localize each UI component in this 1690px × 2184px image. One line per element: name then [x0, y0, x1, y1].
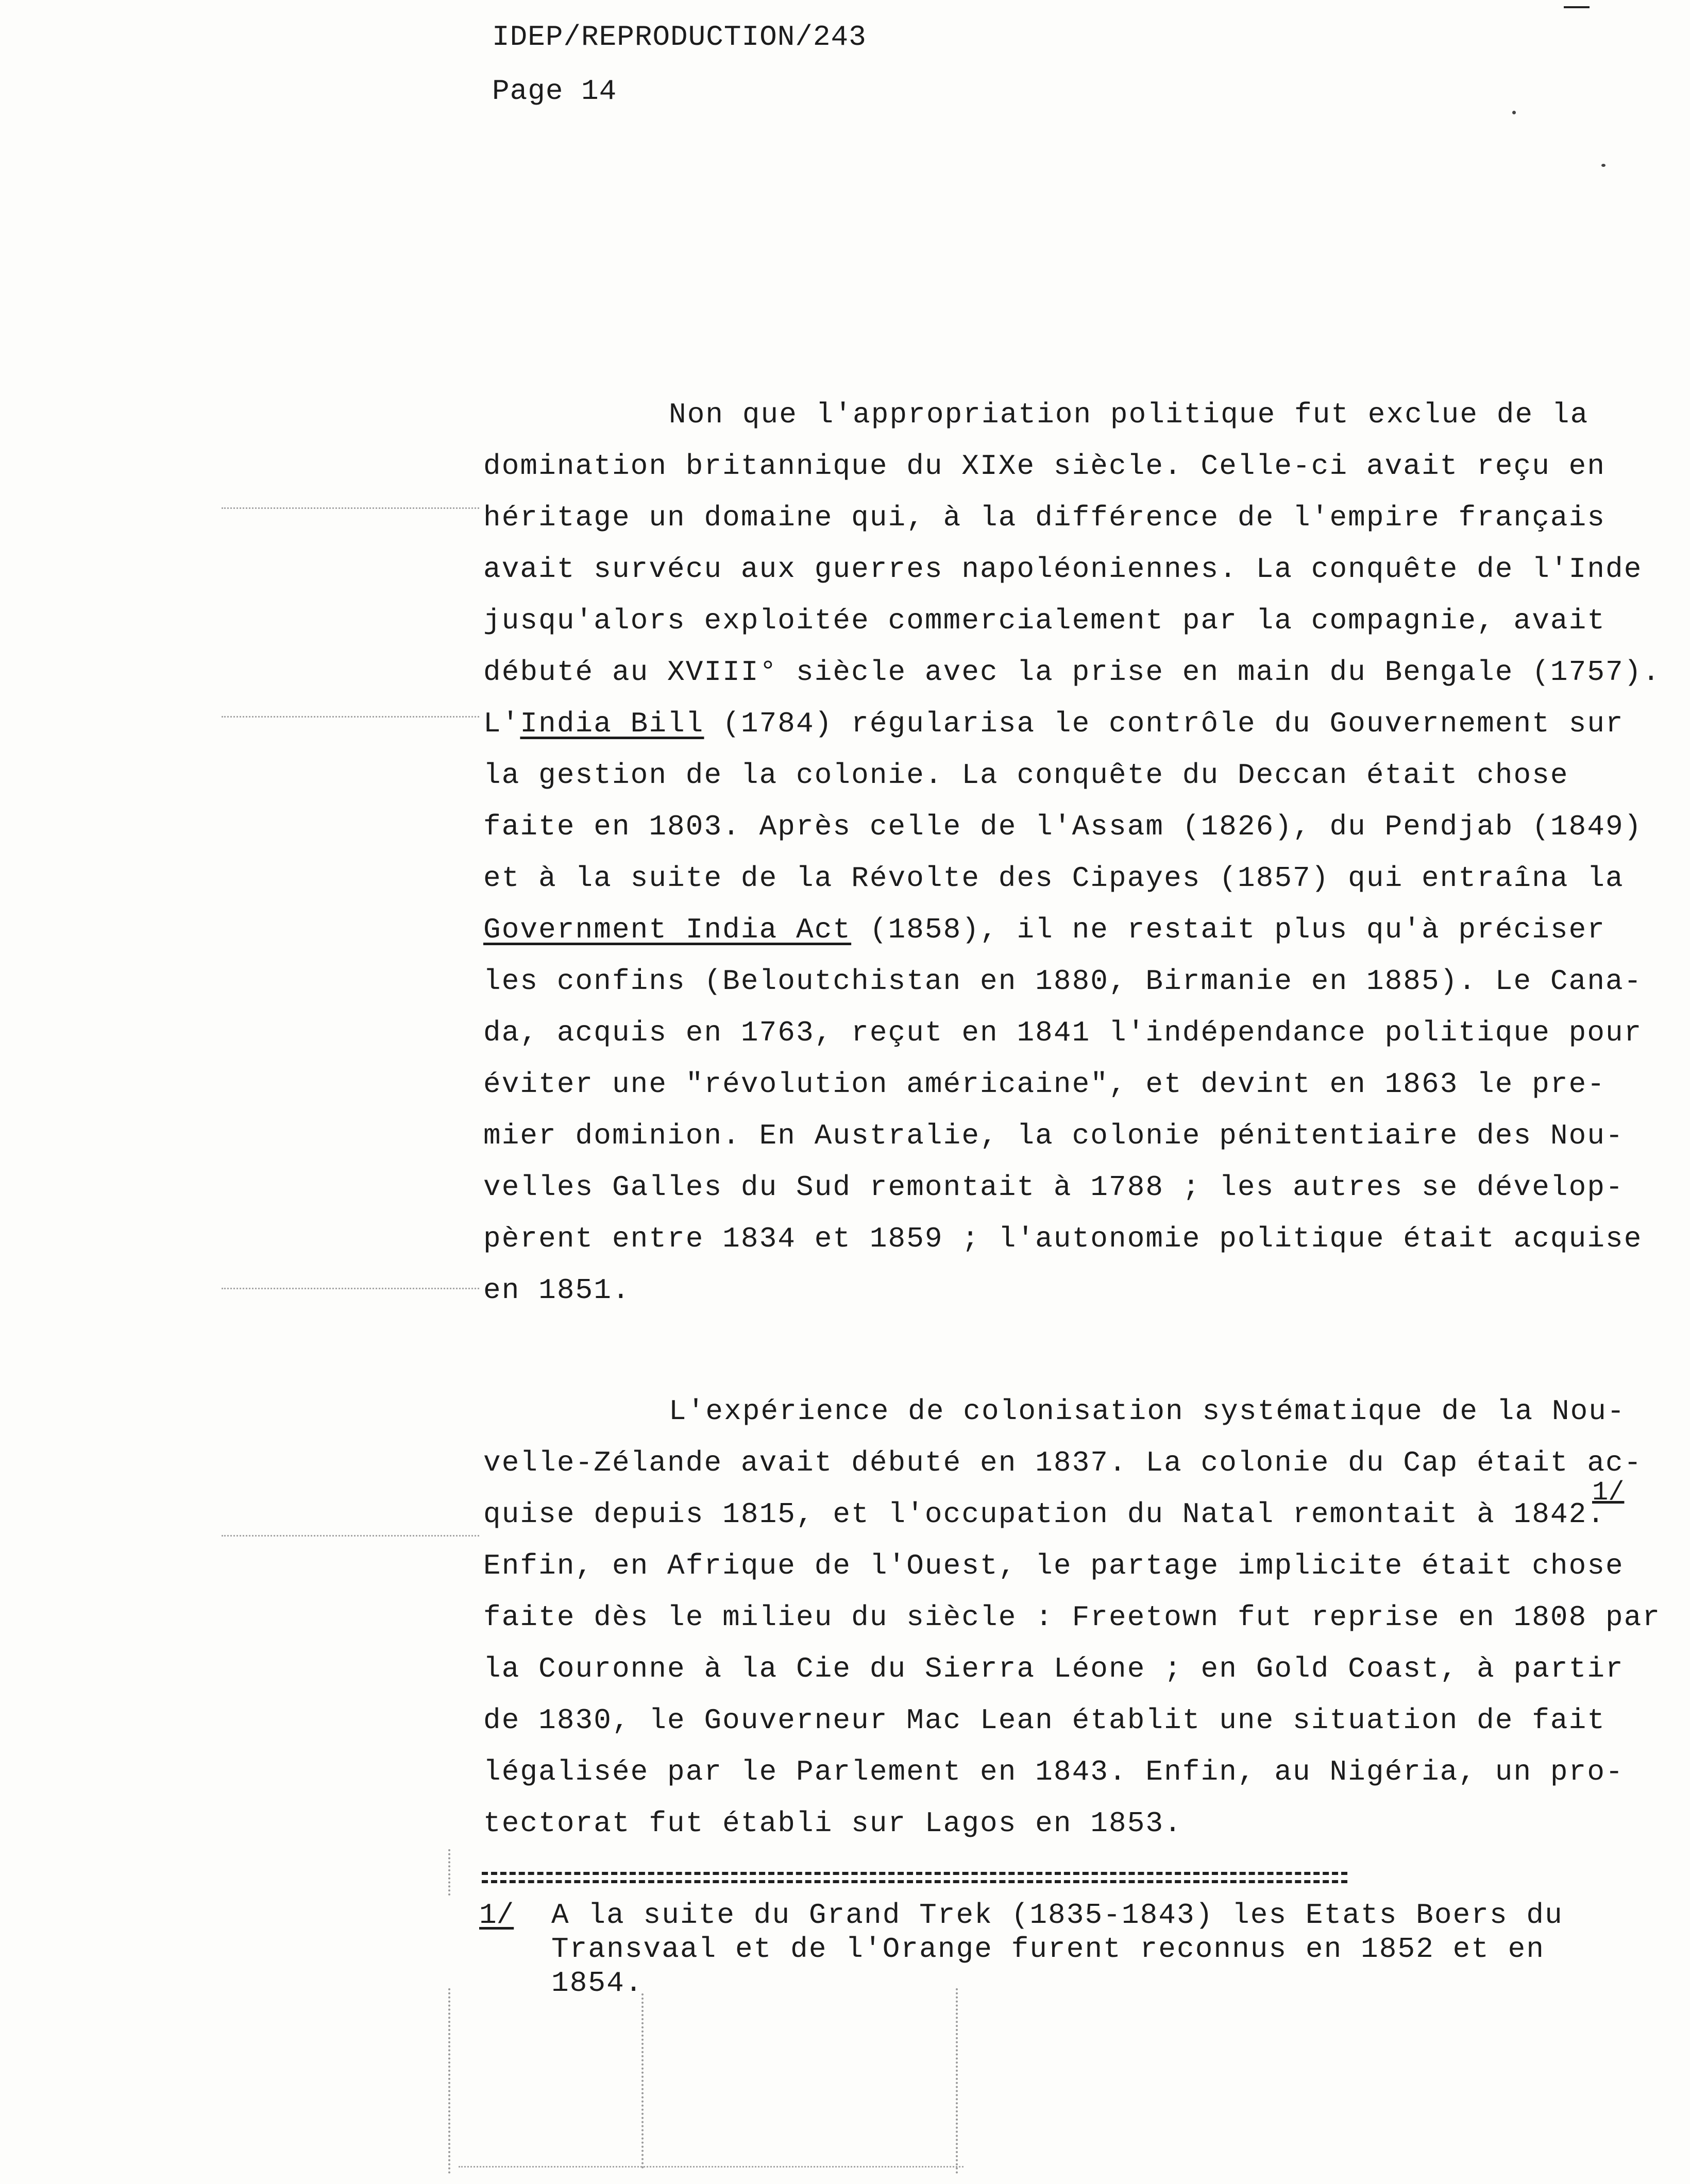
text-fragment: L'	[483, 707, 520, 740]
text-line: en 1851.	[483, 1274, 631, 1307]
text-line: la gestion de la colonie. La conquête du Deccan était chose	[483, 759, 1569, 792]
text-line: velle-Zélande avait débuté en 1837. La colonie du Cap était ac-	[483, 1446, 1643, 1479]
scan-noise	[459, 2166, 964, 2168]
text-line: faite en 1803. Après celle de l'Assam (1826), du Pendjab (1849)	[483, 810, 1643, 843]
text-line: les confins (Beloutchistan en 1880, Birmanie en 1885). Le Cana-	[483, 965, 1643, 998]
scan-noise	[448, 1849, 450, 1896]
text-line: tectorat fut établi sur Lagos en 1853.	[483, 1807, 1182, 1840]
text-line: faite dès le milieu du siècle : Freetown fut reprise en 1808 par	[483, 1601, 1661, 1634]
scan-noise	[448, 1988, 450, 2174]
text-line: la Couronne à la Cie du Sierra Léone ; en Gold Coast, à partir	[483, 1652, 1624, 1685]
scan-noise	[956, 1988, 958, 2174]
paragraph-1	[483, 389, 1661, 1316]
text-line: et à la suite de la Révolte des Cipayes (1857) qui entraîna la	[483, 862, 1624, 895]
scan-speck	[1512, 111, 1516, 114]
text-line: éviter une "révolution américaine", et devint en 1863 le pre-	[483, 1068, 1606, 1101]
text-line: Non que l'appropriation politique fut exclue de la	[669, 398, 1589, 431]
paragraph-2	[483, 1386, 1661, 1849]
text-line: débuté au XVIII° siècle avec la prise en main du Bengale (1757).	[483, 656, 1661, 689]
footnote-marker: 1/	[479, 1899, 514, 1932]
text-line: da, acquis en 1763, reçut en 1841 l'indépendance politique pour	[483, 1016, 1643, 1049]
text-line: Enfin, en Afrique de l'Ouest, le partage implicite était chose	[483, 1549, 1624, 1582]
footnote-text	[551, 1898, 1563, 2000]
text-fragment: (1858), il ne restait plus qu'à préciser	[851, 913, 1606, 946]
scan-noise	[222, 716, 479, 718]
text-line: avait survécu aux guerres napoléoniennes. La conquête de l'Inde	[483, 553, 1643, 586]
footnote-line: Transvaal et de l'Orange furent reconnus en 1852 et en	[551, 1933, 1545, 1966]
text-line: héritage un domaine qui, à la différence de l'empire français	[483, 501, 1606, 534]
footnote-line: 1854.	[551, 1967, 644, 2000]
corner-mark	[1564, 6, 1590, 8]
text-line: jusqu'alors exploitée commercialement par la compagnie, avait	[483, 604, 1606, 637]
scan-noise	[222, 1535, 479, 1537]
page-number: Page 14	[492, 75, 617, 108]
scan-noise	[222, 1288, 479, 1289]
text-line: velles Galles du Sud remontait à 1788 ; les autres se dévelop-	[483, 1171, 1624, 1204]
underlined-title-india-bill: India Bill	[520, 707, 704, 740]
scan-speck	[1601, 164, 1606, 167]
footnote-reference: 1/	[1592, 1477, 1625, 1508]
footnote-separator	[482, 1872, 1347, 1883]
footnote-line: A la suite du Grand Trek (1835-1843) les Etats Boers du	[551, 1899, 1563, 1932]
scan-noise	[222, 507, 479, 509]
text-line: légalisée par le Parlement en 1843. Enfin, au Nigéria, un pro-	[483, 1755, 1624, 1788]
text-line: mier dominion. En Australie, la colonie pénitentiaire des Nou-	[483, 1119, 1624, 1152]
text-fragment: (1784) régularisa le contrôle du Gouvernement sur	[704, 707, 1624, 740]
text-line: pèrent entre 1834 et 1859 ; l'autonomie politique était acquise	[483, 1222, 1643, 1255]
text-line: L'expérience de colonisation systématique de la Nou-	[669, 1395, 1626, 1428]
document-reference: IDEP/REPRODUCTION/243	[492, 21, 867, 54]
text-line	[483, 904, 1627, 956]
text-line: quise depuis 1815, et l'occupation du Natal remontait à 1842.	[483, 1498, 1606, 1531]
text-line: de 1830, le Gouverneur Mac Lean établit une situation de fait	[483, 1704, 1606, 1737]
text-line	[483, 698, 1627, 749]
text-line: domination britannique du XIXe siècle. Celle-ci avait reçu en	[483, 450, 1606, 483]
underlined-title-government-india-act: Government India Act	[483, 913, 852, 946]
scan-noise	[641, 1993, 644, 2169]
